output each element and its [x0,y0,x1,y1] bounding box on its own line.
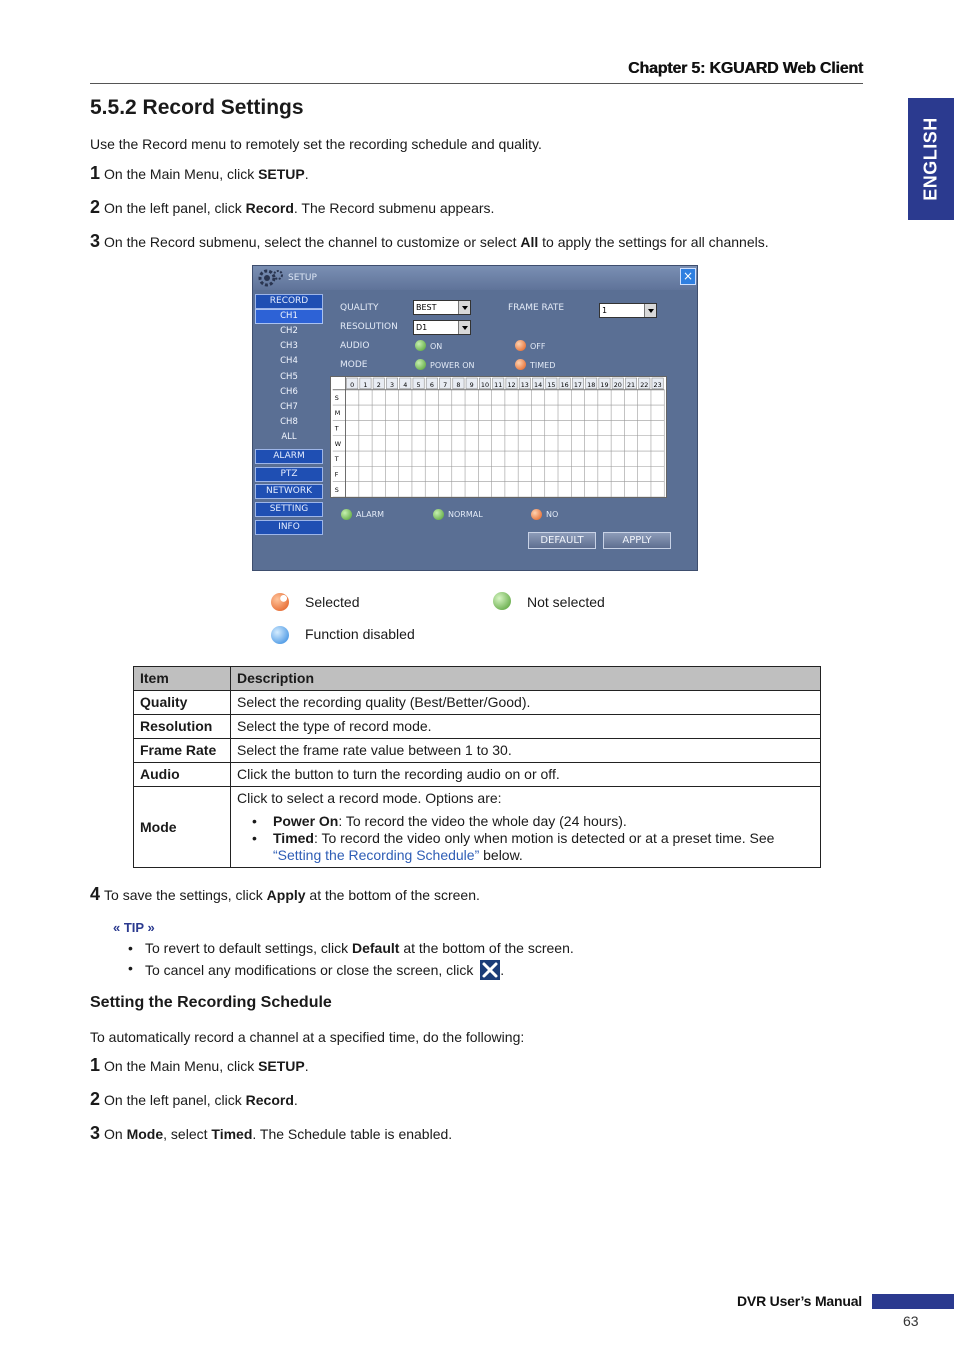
apply-button[interactable]: APPLY [603,532,671,549]
frame-rate-select[interactable]: 1 [599,303,657,318]
hour-label: 15 [547,380,556,389]
channel-ch6[interactable]: CH6 [280,387,298,397]
legend-disabled: Function disabled [305,626,415,642]
legend-normal-icon [433,509,444,520]
audio-on-radio[interactable] [415,340,426,351]
mode-label: MODE [340,360,368,370]
chevron-down-icon [458,321,470,334]
resolution-label: RESOLUTION [340,322,398,332]
not-selected-icon [493,592,511,610]
hour-label: 1 [363,380,368,389]
channel-ch2[interactable]: CH2 [280,326,298,336]
channel-all[interactable]: ALL [281,432,297,442]
hour-label: 19 [600,380,609,389]
audio-off-radio[interactable] [515,340,526,351]
hour-label: 2 [376,380,381,389]
audio-off-label: OFF [530,342,546,351]
close-icon[interactable]: × [680,268,696,285]
setup-title: SETUP [288,273,317,283]
schedule-step-1: 1 On the Main Menu, click SETUP. [90,1055,309,1075]
hour-label: 18 [587,380,596,389]
day-label: T [334,455,339,464]
grid-legend-normal: NORMAL [448,510,483,519]
mode-intro: Click to select a record mode. Options are: [237,790,502,806]
frame-rate-label: FRAME RATE [508,303,565,313]
hour-label: 23 [653,380,662,389]
channel-ch4[interactable]: CH4 [280,356,298,366]
hour-label: 16 [560,380,569,389]
day-label: S [334,485,339,494]
footer-manual-title: DVR User’s Manual [737,1293,862,1309]
table-header-item: Item [134,667,231,691]
table-row: Audio Click the button to turn the recording audio on or off. [134,763,821,787]
audio-on-label: ON [430,342,443,351]
audio-label: AUDIO [340,341,370,351]
channel-ch3[interactable]: CH3 [280,341,298,351]
menu-network[interactable]: NETWORK [255,484,323,499]
menu-info[interactable]: INFO [255,520,323,535]
hour-label: 4 [403,380,408,389]
selected-icon [271,593,289,611]
hour-label: 8 [456,380,461,389]
schedule-title: Setting the Recording Schedule [90,994,332,1011]
schedule-grid[interactable] [330,376,667,498]
menu-setting[interactable]: SETTING [255,502,323,517]
mode-timed-label: TIMED [530,361,556,370]
channel-ch8[interactable]: CH8 [280,417,298,427]
hour-label: 22 [640,380,649,389]
step-3: 3 On the Record submenu, select the channel to customize or select All to apply the settings for all channels. [90,231,769,251]
hour-label: 3 [389,380,395,389]
day-label: W [334,439,342,448]
page-number: 63 [903,1313,919,1329]
close-icon [480,960,500,980]
channel-ch7[interactable]: CH7 [280,402,298,412]
hour-label: 9 [469,380,474,389]
chevron-down-icon [644,304,656,317]
quality-select[interactable]: BEST [413,300,471,315]
day-label: F [334,470,339,479]
legend-no-icon [531,509,542,520]
settings-table [133,666,821,868]
default-button[interactable]: DEFAULT [528,532,596,549]
menu-ptz[interactable]: PTZ [255,467,323,482]
legend-alarm-icon [341,509,352,520]
step-1: 1 On the Main Menu, click SETUP. [90,163,309,183]
schedule-intro: To automatically record a channel at a specified time, do the following: [90,1029,525,1045]
table-header-description: Description [231,667,821,691]
day-label: S [334,393,339,402]
legend-selected: Selected [305,594,360,610]
table-row: Resolution Select the type of record mode. [134,715,821,739]
hour-label: 20 [613,380,622,389]
hour-label: 11 [494,380,503,389]
chapter-title: Chapter 5: KGUARD Web Client [627,60,863,77]
hour-label: 7 [443,380,448,389]
schedule-step-3: 3 On Mode, select Timed. The Schedule table is enabled. [90,1123,453,1143]
hour-label: 21 [626,380,636,389]
channel-ch1[interactable]: CH1 [255,309,323,324]
mode-power-on-label: POWER ON [430,361,475,370]
chevron-down-icon [458,301,470,314]
hour-label: 17 [573,380,582,389]
hour-label: 10 [480,380,490,389]
resolution-select[interactable]: D1 [413,320,471,335]
section-intro: Use the Record menu to remotely set the recording schedule and quality. [90,136,542,152]
gear-icon [257,267,285,289]
list-item: • Power On: To record the video the whole day (24 hours). [237,813,814,830]
tip-label: « TIP » [113,920,155,935]
step-2: 2 On the left panel, click Record. The Record submenu appears. [90,197,495,217]
legend-not-selected: Not selected [527,594,605,610]
channel-ch5[interactable]: CH5 [280,372,298,382]
footer-bar [872,1294,954,1309]
hour-label: 5 [416,380,421,389]
day-label: T [334,424,339,433]
table-row: Quality Select the recording quality (Best/Better/Good). [134,691,821,715]
hour-label: 14 [534,380,543,389]
hour-label: 0 [350,380,355,389]
grid-legend-alarm: ALARM [356,510,385,519]
language-tab [908,98,954,220]
mode-timed-radio[interactable] [515,359,526,370]
step-4: 4 To save the settings, click Apply at the bottom of the screen. [90,884,480,904]
mode-options-list [237,813,814,864]
grid-legend-no: NO [546,510,559,519]
menu-alarm[interactable]: ALARM [255,449,323,464]
table-header [134,667,821,691]
quality-label: QUALITY [340,303,379,313]
hour-label: 13 [520,380,529,389]
header-divider [90,83,863,84]
table-row: Mode Click to select a record mode. Options are: • Power On: To record the video the whole day (24 hours). • Timed: To record the video only when motion is detected or at a preset time. See “Setting the Recording Schedule” below. [134,787,821,868]
schedule-step-2: 2 On the left panel, click Record. [90,1089,298,1109]
function-disabled-icon [271,626,289,644]
language-tab-label: ENGLISH [920,117,941,201]
list-item: • Timed: To record the video only when motion is detected or at a preset time. See “Setting the Recording Schedule” below. [237,830,814,864]
menu-record[interactable]: RECORD [255,294,323,309]
section-title: 5.5.2 Record Settings [90,96,304,119]
day-label: M [334,409,341,418]
hour-label: 12 [507,380,516,389]
setup-window-screenshot [252,265,698,571]
hour-label: 6 [429,380,434,389]
schedule-link[interactable]: “Setting the Recording Schedule” [273,847,480,863]
table-row: Frame Rate Select the frame rate value between 1 to 30. [134,739,821,763]
setup-titlebar [253,266,697,290]
mode-power-on-radio[interactable] [415,359,426,370]
